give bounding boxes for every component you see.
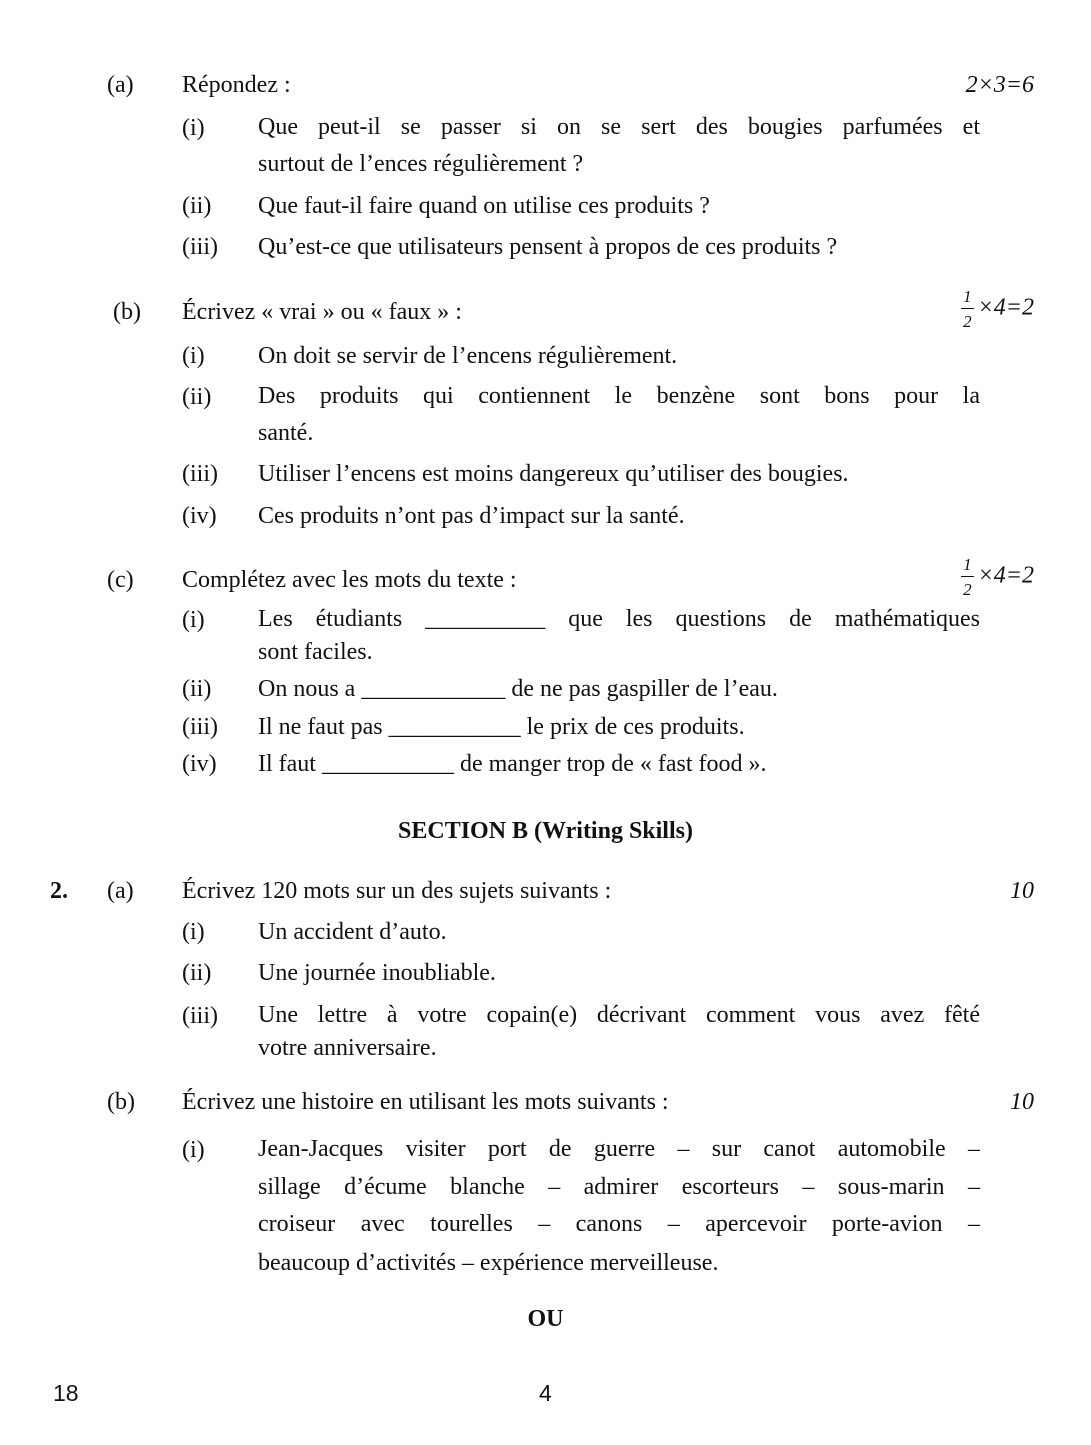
q2-part-a-item-line: Une lettre à votre copain(e) décrivant comment vous avez fêté xyxy=(258,1002,980,1028)
q2-part-a-label: (a) xyxy=(107,878,134,904)
part-b-item-text: On doit se servir de l’encens régulièrement. xyxy=(258,343,678,369)
part-a-item-num: (i) xyxy=(182,115,205,141)
part-c-item-num: (ii) xyxy=(182,676,212,702)
part-a-item-text: Que faut-il faire quand on utilise ces produits ? xyxy=(258,193,710,219)
part-c-item-num: (i) xyxy=(182,607,205,633)
q2-part-a-item-text: Une journée inoubliable. xyxy=(258,960,496,986)
part-c-item-num: (iv) xyxy=(182,751,217,777)
q2-part-b-item-line: Jean-Jacques visiter port de guerre – sur canot automobile – xyxy=(258,1136,980,1162)
q2-part-a-item-line: votre anniversaire. xyxy=(258,1035,437,1061)
half-fraction xyxy=(961,288,974,330)
part-c-item-line: Les étudiants __________ que les questions de mathématiques xyxy=(258,606,980,632)
q2-part-a-item-num: (ii) xyxy=(182,960,212,986)
marks-multiplier: ×4=2 xyxy=(977,294,1034,321)
q2-part-b-instruction: Écrivez une histoire en utilisant les mots suivants : xyxy=(182,1089,669,1115)
part-b-item-line: Des produits qui contiennent le benzène sont bons pour la xyxy=(258,383,980,409)
part-a-item-line: surtout de l’ences régulièrement ? xyxy=(258,151,584,177)
paper-code: 18 xyxy=(53,1380,79,1406)
part-c-item-num: (iii) xyxy=(182,714,218,740)
part-a-item-num: (ii) xyxy=(182,193,212,219)
part-b-marks xyxy=(961,288,1034,330)
part-c-item-text: On nous a ____________ de ne pas gaspiller de l’eau. xyxy=(258,676,778,702)
part-c-label: (c) xyxy=(107,567,134,593)
fraction-denominator: 2 xyxy=(963,580,972,599)
part-a-marks: 2×3=6 xyxy=(965,72,1034,98)
q2-part-b-item-line: sillage d’écume blanche – admirer escorteurs – sous-marin – xyxy=(258,1174,980,1200)
fraction-numerator: 1 xyxy=(961,556,974,577)
section-heading: SECTION B (Writing Skills) xyxy=(398,818,693,844)
q2-part-b-item-line: croiseur avec tourelles – canons – apercevoir porte-avion – xyxy=(258,1211,980,1237)
question-number: 2. xyxy=(50,878,68,904)
part-c-item-line: sont faciles. xyxy=(258,639,373,665)
part-a-item-line: Que peut-il se passer si on se sert des bougies parfumées et xyxy=(258,114,980,140)
page-number: 4 xyxy=(539,1380,552,1406)
part-b-item-num: (iv) xyxy=(182,503,217,529)
part-a-item-num: (iii) xyxy=(182,234,218,260)
q2-part-a-instruction: Écrivez 120 mots sur un des sujets suivants : xyxy=(182,878,612,904)
q2-part-a-item-text: Un accident d’auto. xyxy=(258,919,447,945)
q2-part-b-item-line: beaucoup d’activités – expérience merveilleuse. xyxy=(258,1250,719,1276)
q2-part-b-marks: 10 xyxy=(1010,1089,1034,1115)
part-b-item-line: santé. xyxy=(258,420,314,446)
q2-part-a-item-num: (i) xyxy=(182,919,205,945)
marks-multiplier: ×4=2 xyxy=(977,562,1034,589)
q2-part-a-item-num: (iii) xyxy=(182,1003,218,1029)
part-c-marks xyxy=(961,556,1034,598)
half-fraction xyxy=(961,556,974,598)
part-b-item-num: (ii) xyxy=(182,384,212,410)
or-separator: OU xyxy=(527,1306,564,1332)
part-c-instruction: Complétez avec les mots du texte : xyxy=(182,567,517,593)
q2-part-b-item-num: (i) xyxy=(182,1137,205,1163)
q2-part-a-marks: 10 xyxy=(1010,878,1034,904)
part-a-item-text: Qu’est-ce que utilisateurs pensent à propos de ces produits ? xyxy=(258,234,838,260)
part-a-instruction: Répondez : xyxy=(182,72,291,98)
fraction-numerator: 1 xyxy=(961,288,974,309)
part-a-label: (a) xyxy=(107,72,134,98)
part-c-item-text: Il ne faut pas ___________ le prix de ces produits. xyxy=(258,714,745,740)
part-b-item-num: (iii) xyxy=(182,461,218,487)
part-b-item-text: Ces produits n’ont pas d’impact sur la santé. xyxy=(258,503,685,529)
part-b-item-text: Utiliser l’encens est moins dangereux qu’utiliser des bougies. xyxy=(258,461,849,487)
part-b-item-num: (i) xyxy=(182,343,205,369)
part-c-item-text: Il faut ___________ de manger trop de « fast food ». xyxy=(258,751,767,777)
q2-part-b-label: (b) xyxy=(107,1089,135,1115)
part-b-label: (b) xyxy=(113,299,141,325)
part-b-instruction: Écrivez « vrai » ou « faux » : xyxy=(182,299,462,325)
fraction-denominator: 2 xyxy=(963,312,972,331)
